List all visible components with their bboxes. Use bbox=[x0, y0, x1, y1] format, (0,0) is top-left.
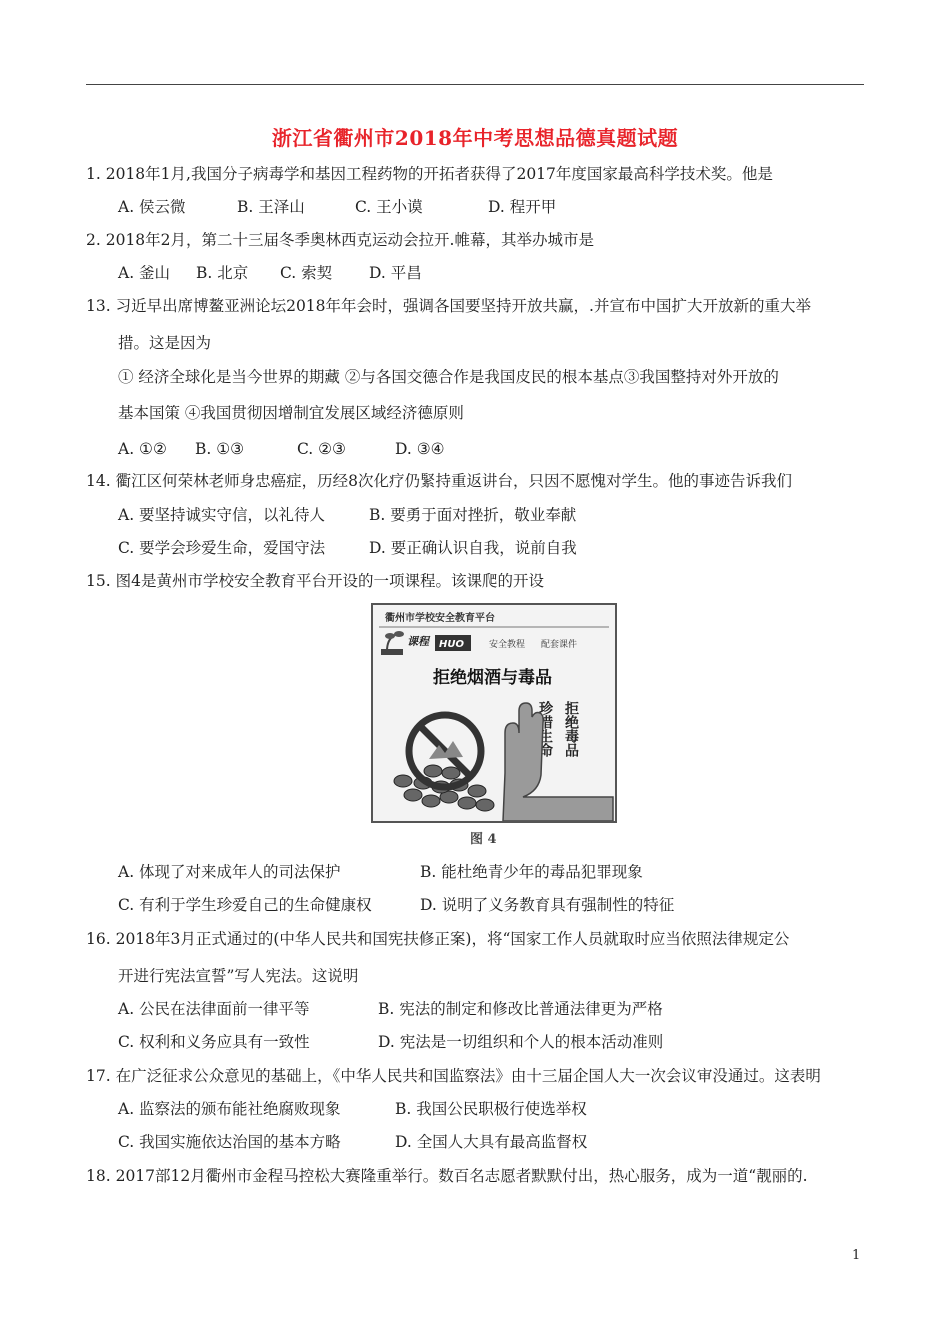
figure-tab-logo: HUO bbox=[439, 639, 464, 650]
q13-statements-line2: 基本国策 ④我国贯彻因增制宜发展区域经济德原则 bbox=[118, 404, 464, 422]
figure-tab-courseware: 配套课件 bbox=[541, 640, 578, 650]
figure-tab-course: 课程 bbox=[407, 635, 429, 648]
q15-option-c: C. 有利于学生珍爱自己的生命健康权 bbox=[118, 896, 372, 914]
figure-slogan-cherish-life: 珍惜生命 bbox=[537, 701, 553, 757]
header-rule bbox=[86, 84, 864, 85]
q2-option-a: A. 釜山 bbox=[118, 264, 171, 282]
q16-option-d: D. 宪法是一切组织和个人的根本活动准则 bbox=[378, 1033, 664, 1051]
q2-stem: 2. 2018年2月，第二十三届冬季奥林西克运动会拉开.帷幕，其举办城市是 bbox=[86, 231, 594, 249]
q15-stem: 15. 图4是黄州市学校安全教育平台开设的一项课程。该课爬的开设 bbox=[86, 572, 544, 590]
q18-stem: 18. 2017部12月衢州市金程马控松大赛隆重举行。数百名志愿者默默付出，热心服务，成为一道“靓丽的. bbox=[86, 1167, 808, 1185]
q13-stem-line2: 措。这是因为 bbox=[118, 334, 212, 352]
q16-option-c: C. 权利和义务应具有一致性 bbox=[118, 1033, 310, 1051]
q2-option-b: B. 北京 bbox=[196, 264, 249, 282]
q13-statements-line1: ① 经济全球化是当今世界的期藏 ②与各国交德合作是我国皮民的根本基点③我国整持对外开放的 bbox=[118, 368, 779, 386]
figure-banner-text: 衢州市学校安全教育平台 bbox=[385, 613, 495, 624]
q17-option-b: B. 我国公民职极行使选举权 bbox=[395, 1100, 587, 1118]
q17-option-d: D. 全国人大具有最高监督权 bbox=[395, 1133, 588, 1151]
page-title: 浙江省衢州市2018年中考思想品德真题试题 bbox=[271, 126, 679, 150]
q15-option-d: D. 说明了义务教育具有强制性的特征 bbox=[420, 896, 675, 914]
q1-option-c: C. 王小谟 bbox=[355, 198, 423, 216]
q13-option-d: D. ③④ bbox=[395, 440, 445, 458]
q2-option-d: D. 平昌 bbox=[369, 264, 422, 282]
page-number: 1 bbox=[852, 1248, 861, 1263]
q14-option-a: A. 要坚持诚实守信，以礼待人 bbox=[118, 506, 326, 524]
q1-option-b: B. 王泽山 bbox=[237, 198, 305, 216]
q17-stem: 17. 在广泛征求公众意见的基础上，《中华人民共和国监察法》由十三届企国人大一次会议审没通过。这表明 bbox=[86, 1067, 821, 1085]
q16-stem-line1: 16. 2018年3月正式通过的(中华人民共和国宪扶修正案)，将“国家工作人员就取时应当依照法律规定公 bbox=[86, 930, 790, 948]
figure-tab-safety: 安全教程 bbox=[489, 640, 526, 650]
q13-option-a: A. ①② bbox=[118, 440, 167, 458]
q14-option-b: B. 要勇于面对挫折，敬业奉献 bbox=[369, 506, 577, 524]
q15-option-a: A. 体现了对来成年人的司法保护 bbox=[118, 863, 341, 881]
q14-stem: 14. 衢江区何荣林老师身忠癌症，历经8次化疗仍緊持重返讲台，只因不愿愧对学生。他的事迹告诉我们 bbox=[86, 472, 792, 490]
q13-option-c: C. ②③ bbox=[297, 440, 346, 458]
q13-stem-line1: 13. 习近早出席博鳌亚洲论坛2018年年会时，强调各国要坚持开放共赢，.并宣布中国扩大开放新的重大举 bbox=[86, 297, 811, 315]
q16-stem-line2: 开进行宪法宣誓”写人宪法。这说明 bbox=[118, 967, 359, 985]
q15-option-b: B. 能杜绝青少年的毒品犯罪现象 bbox=[420, 863, 643, 881]
figure-4-caption: 图 4 bbox=[470, 832, 497, 847]
q16-option-a: A. 公民在法律面前一律平等 bbox=[118, 1000, 310, 1018]
q14-option-c: C. 要学会珍爱生命，爱国守法 bbox=[118, 539, 326, 557]
figure-slogan-reject-drugs: 拒绝毒品 bbox=[563, 701, 579, 757]
figure-4-image bbox=[371, 603, 617, 823]
figure-4-illustration bbox=[373, 605, 615, 821]
q14-option-d: D. 要正确认识自我，说前自我 bbox=[369, 539, 577, 557]
q17-option-c: C. 我国实施依达治国的基本方略 bbox=[118, 1133, 341, 1151]
q1-option-d: D. 程开甲 bbox=[488, 198, 557, 216]
q1-option-a: A. 侯云微 bbox=[118, 198, 186, 216]
q17-option-a: A. 监察法的颁布能社绝腐败现象 bbox=[118, 1100, 341, 1118]
figure-headline: 拒绝烟酒与毒品 bbox=[433, 668, 552, 688]
q16-option-b: B. 宪法的制定和修改比普通法律更为严格 bbox=[378, 1000, 663, 1018]
q2-option-c: C. 索契 bbox=[280, 264, 333, 282]
q13-option-b: B. ①③ bbox=[195, 440, 245, 458]
q1-stem: 1. 2018年1月,我国分子病毒学和基因工程药物的开拓者获得了2017年度国家最高科学技术奖。他是 bbox=[86, 165, 773, 183]
